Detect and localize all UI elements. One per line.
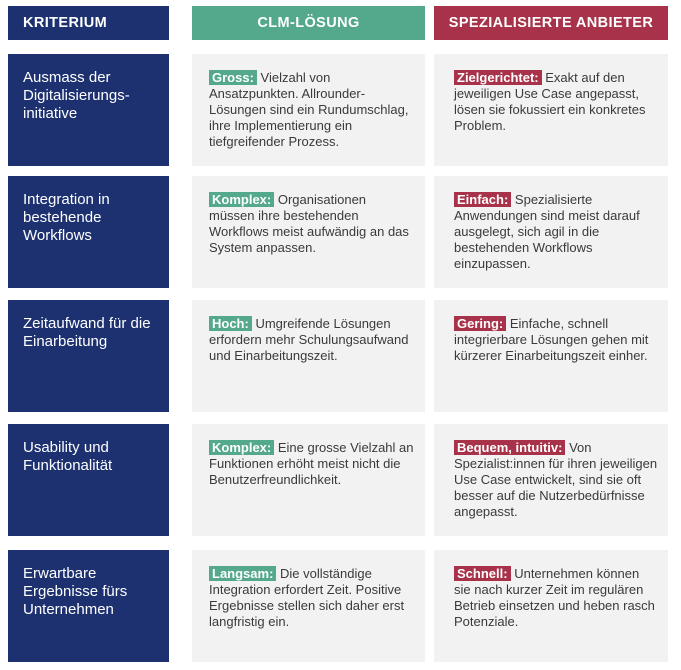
clm-cell <box>192 424 425 536</box>
spec-text: Einfache, schnell integrierbare Lösungen gehen mit kürzerer Einarbeitungszeit einher. <box>454 316 649 363</box>
clm-cell <box>192 550 425 662</box>
header-kriterium: KRITERIUM <box>8 6 169 40</box>
spec-tag: Zielgerichtet: <box>454 70 542 85</box>
header-clm-loesung: CLM-LÖSUNG <box>192 6 425 40</box>
spec-text: Exakt auf den jeweiligen Use Case angepasst, lösen sie fokussiert ein konkretes Problem. <box>454 70 646 133</box>
criterion-cell: Erwartbare Ergebnisse fürs Unternehmen <box>8 550 169 662</box>
spec-cell <box>434 424 668 536</box>
spec-text: Von Spezialist:innen für ihren jeweiligen Use Case entwickelt, sind sie oft besser auf die Nutzerbedürfnisse angepasst. <box>454 440 658 519</box>
clm-text: Vielzahl von Ansatzpunkten. Allrounder-Lösungen sind ein Rundumschlag, ihre Implementierung ein tiefgreifender Prozess. <box>209 70 409 149</box>
spec-text: Unternehmen können sie nach kurzer Zeit im regulären Betrieb einsetzen und heben rasch Potenziale. <box>454 566 655 629</box>
clm-text: Eine grosse Vielzahl an Funktionen erhöht meist nicht die Benutzerfreundlichkeit. <box>209 440 414 487</box>
spec-text: Spezialisierte Anwendungen sind meist darauf ausgelegt, sich agil in die bestehenden Workflows einzupassen. <box>454 192 640 271</box>
spec-tag: Gering: <box>454 316 506 331</box>
clm-cell <box>192 300 425 412</box>
spec-cell <box>434 550 668 662</box>
header-spezialisierte-anbieter: SPEZIALISIERTE ANBIETER <box>434 6 668 40</box>
spec-tag: Schnell: <box>454 566 511 581</box>
spec-tag: Bequem, intuitiv: <box>454 440 565 455</box>
clm-tag: Komplex: <box>209 440 274 455</box>
clm-text: Die vollständige Integration erfordert Zeit. Positive Ergebnisse stellen sich daher erst langfristig ein. <box>209 566 405 629</box>
clm-text: Organisationen müssen ihre bestehenden Workflows meist aufwändig an das System anpassen. <box>209 192 409 255</box>
spec-cell <box>434 176 668 288</box>
clm-cell <box>192 54 425 166</box>
clm-text: Umgreifende Lösungen erfordern mehr Schulungsaufwand und Einarbeitungszeit. <box>209 316 409 363</box>
spec-cell <box>434 300 668 412</box>
criterion-cell: Usability und Funktionalität <box>8 424 169 536</box>
clm-cell <box>192 176 425 288</box>
spec-cell <box>434 54 668 166</box>
clm-tag: Komplex: <box>209 192 274 207</box>
clm-tag: Hoch: <box>209 316 252 331</box>
clm-tag: Gross: <box>209 70 257 85</box>
clm-tag: Langsam: <box>209 566 276 581</box>
spec-tag: Einfach: <box>454 192 511 207</box>
criterion-cell: Ausmass der Digitalisierungs-initiative <box>8 54 169 166</box>
criterion-cell: Zeitaufwand für die Einarbeitung <box>8 300 169 412</box>
criterion-cell: Integration in bestehende Workflows <box>8 176 169 288</box>
